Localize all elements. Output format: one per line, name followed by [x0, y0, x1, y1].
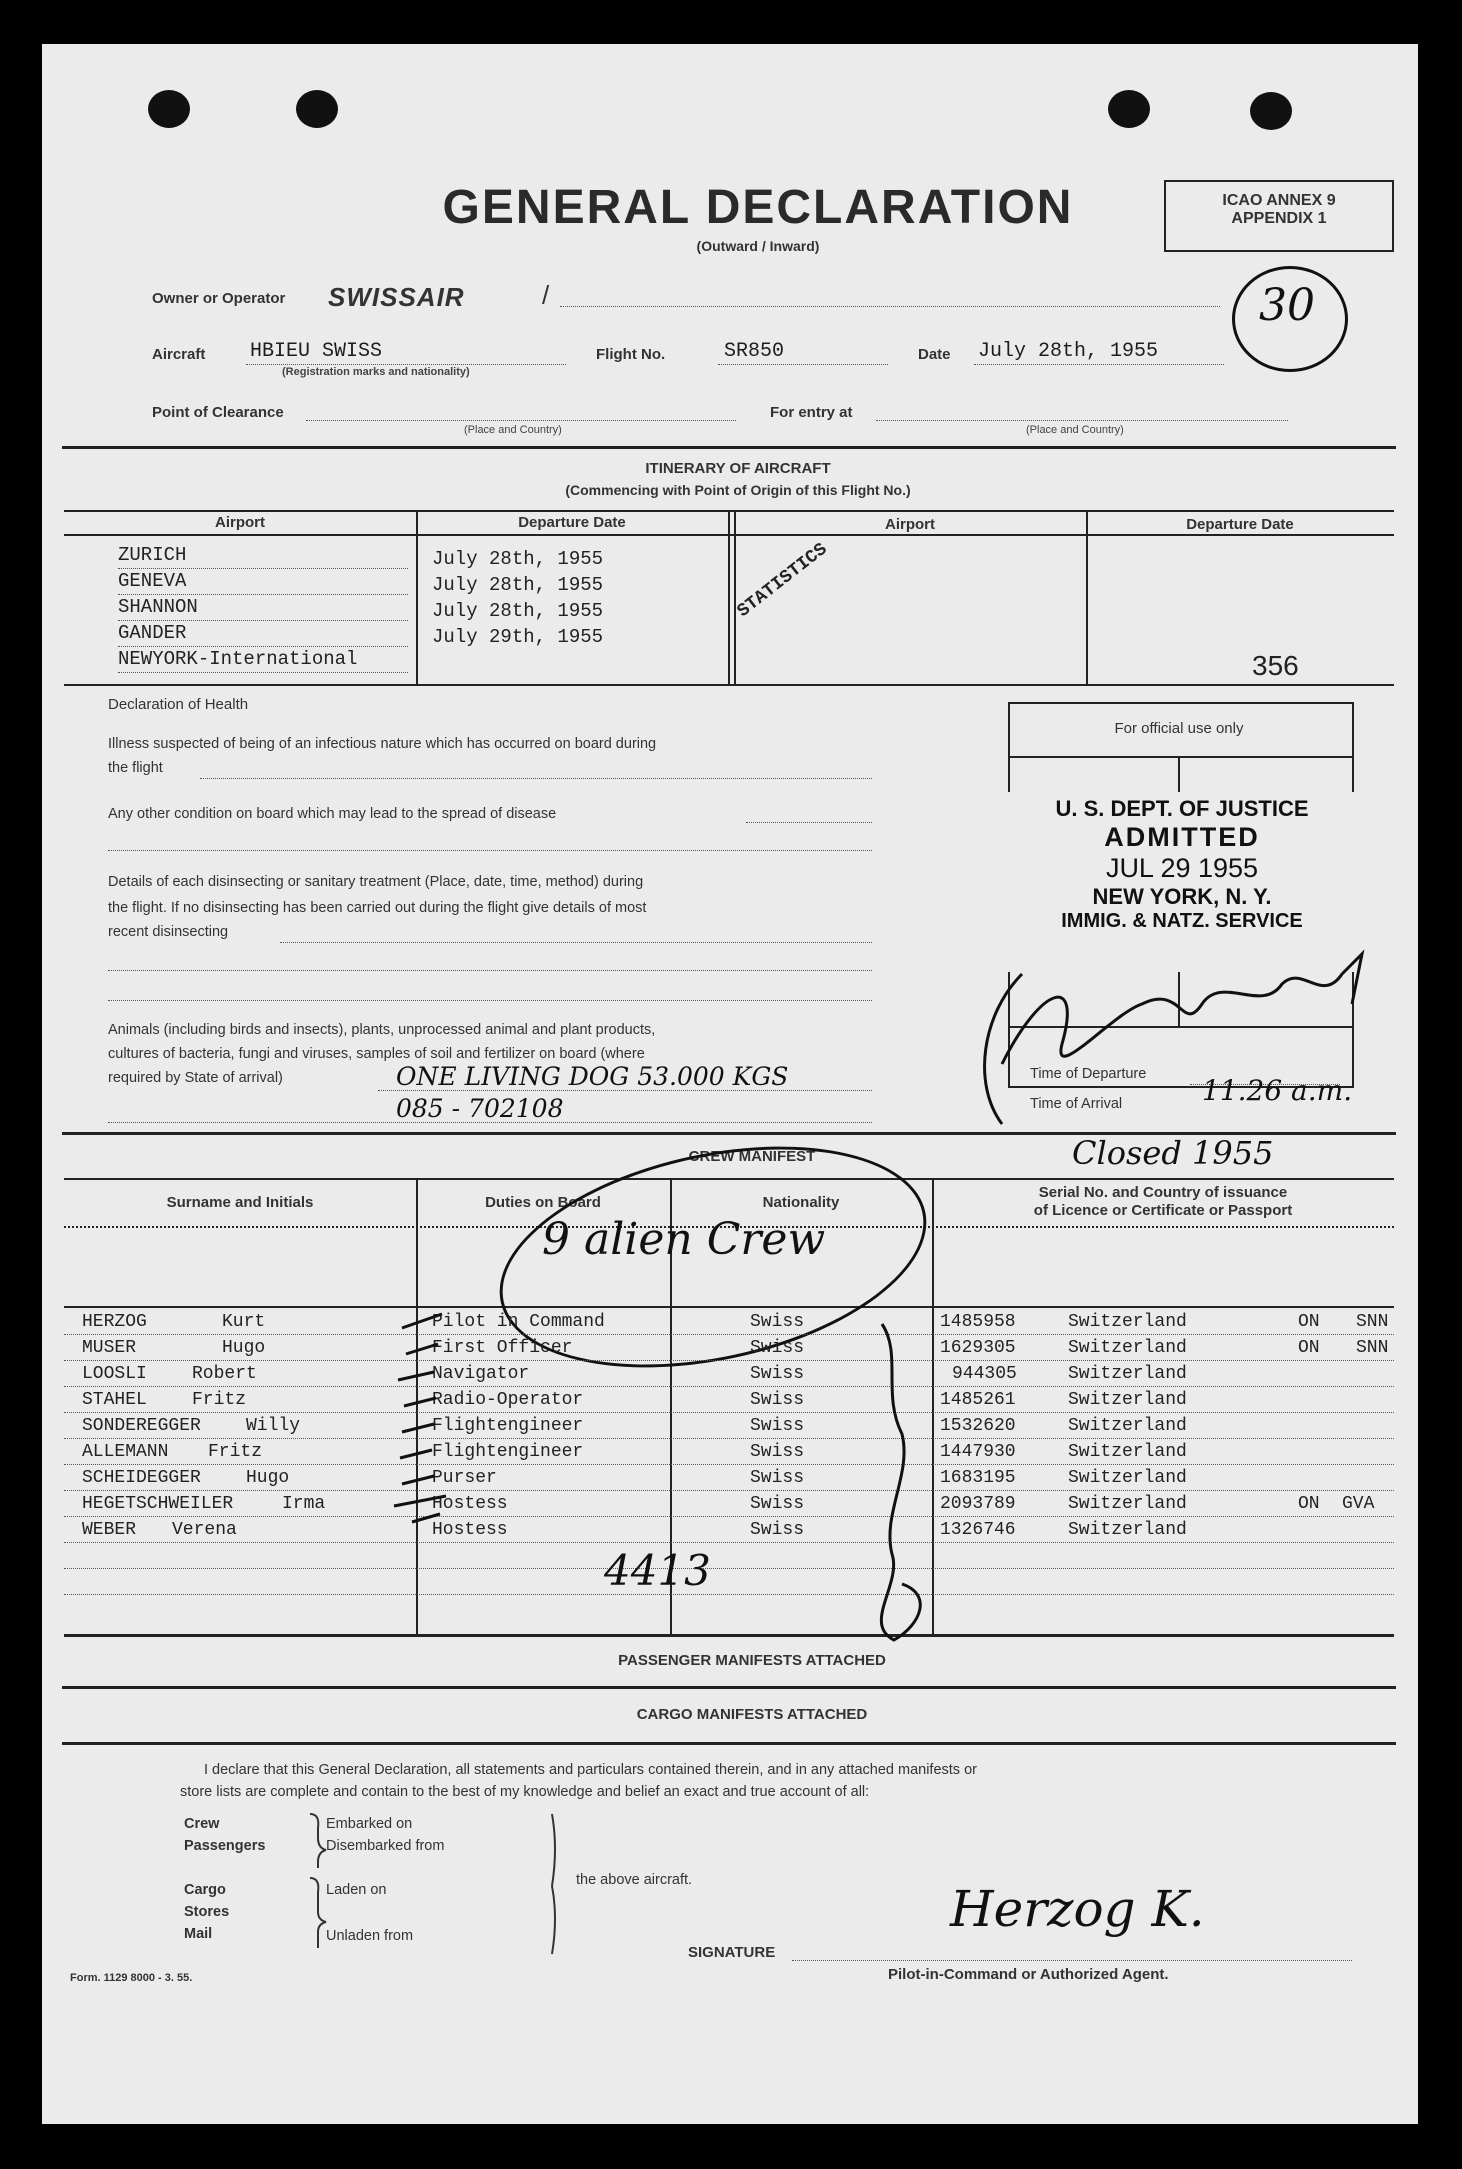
crew-nationality: Swiss	[750, 1520, 805, 1540]
crew-initials: Irma	[282, 1494, 326, 1514]
divider	[62, 446, 1396, 449]
answer-line	[108, 1000, 872, 1001]
crew-nationality: Swiss	[750, 1494, 805, 1514]
crew-duty: Navigator	[432, 1364, 530, 1384]
passengers-label: Passengers	[184, 1838, 266, 1854]
unladen-label: Unladen from	[326, 1928, 414, 1944]
crew-country: Switzerland	[1068, 1468, 1187, 1488]
crew-surname: LOOSLI	[82, 1364, 147, 1384]
crew-serial: 1532620	[940, 1416, 1016, 1436]
crew-surname: SONDEREGGER	[82, 1416, 201, 1436]
signer-label: Pilot-in-Command or Authorized Agent.	[888, 1966, 1169, 1983]
table-col-line	[1086, 510, 1088, 684]
crew-status: ON	[1298, 1494, 1320, 1514]
crew-nationality: Swiss	[750, 1442, 805, 1462]
crew-initials: Hugo	[222, 1338, 266, 1358]
above-aircraft: the above aircraft.	[576, 1872, 693, 1888]
clearance-line	[306, 420, 736, 421]
answer-line	[200, 778, 872, 779]
crew-station: SNN	[1356, 1338, 1389, 1358]
table-col-line	[734, 510, 736, 684]
arrival-time-label: Time of Arrival	[1030, 1096, 1123, 1112]
crew-country: Switzerland	[1068, 1442, 1187, 1462]
file-number: 30	[1259, 280, 1315, 331]
answer-line	[108, 970, 872, 971]
crew-surname: HEGETSCHWEILER	[82, 1494, 234, 1514]
punch-hole	[1108, 90, 1150, 128]
itinerary-date: July 28th, 1955	[432, 548, 604, 570]
flight-value: SR850	[724, 340, 785, 363]
answer-line	[280, 942, 872, 943]
crew-initials: Robert	[192, 1364, 257, 1384]
passenger-manifests: PASSENGER MANIFESTS ATTACHED	[618, 1652, 886, 1669]
crew-duty: Flightengineer	[432, 1416, 584, 1436]
form-title: GENERAL DECLARATION	[442, 181, 1074, 234]
flight-line	[718, 364, 888, 365]
crew-note: 9 alien Crew	[542, 1214, 826, 1265]
crew-serial: 2093789	[940, 1494, 1016, 1514]
crew-duty: Flightengineer	[432, 1442, 584, 1462]
crew-title: CREW MANIFEST	[688, 1148, 816, 1165]
crew-status: ON	[1298, 1312, 1320, 1332]
aircraft-value: HBIEU SWISS	[250, 340, 383, 363]
itinerary-code: 356	[1252, 650, 1299, 681]
crew-initials: Kurt	[222, 1312, 266, 1332]
crew-serial: 944305	[952, 1364, 1017, 1384]
form-sheet	[42, 44, 1418, 2124]
punch-hole	[148, 90, 190, 128]
clearance-label: Point of Clearance	[152, 404, 284, 421]
itinerary-airport: NEWYORK-International	[118, 648, 358, 670]
col-nationality: Nationality	[762, 1194, 840, 1211]
answer-line	[746, 822, 872, 823]
aircraft-label: Aircraft	[152, 346, 206, 363]
stamp-line-date: JUL 29 1955	[1105, 853, 1259, 883]
aircraft-line	[246, 364, 566, 365]
col-departure: Departure Date	[518, 514, 626, 531]
crew-surname: MUSER	[82, 1338, 137, 1358]
col-surname: Surname and Initials	[166, 1194, 314, 1211]
crew-status: ON	[1298, 1338, 1320, 1358]
itinerary-title: ITINERARY OF AIRCRAFT	[645, 460, 831, 477]
clearance-note: (Place and Country)	[464, 424, 562, 436]
divider	[62, 1686, 1396, 1689]
crew-serial: 1447930	[940, 1442, 1016, 1462]
col-departure-2: Departure Date	[1186, 516, 1294, 533]
crew-duty: Hostess	[432, 1520, 508, 1540]
row-line	[118, 646, 408, 647]
crew-country: Switzerland	[1068, 1416, 1187, 1436]
crew-country: Switzerland	[1068, 1338, 1187, 1358]
animals-value: ONE LIVING DOG 53.000 KGS	[396, 1062, 789, 1091]
crew-nationality: Swiss	[750, 1390, 805, 1410]
crew-initials: Hugo	[246, 1468, 290, 1488]
crew-nationality: Swiss	[750, 1364, 805, 1384]
date-value: July 28th, 1955	[978, 340, 1159, 363]
itinerary-airport: GANDER	[118, 622, 187, 644]
itinerary-date: July 29th, 1955	[432, 626, 604, 648]
crew-nationality: Swiss	[750, 1312, 805, 1332]
crew-serial: 1629305	[940, 1338, 1016, 1358]
health-q1-cont: the flight	[108, 760, 163, 776]
crew-country: Switzerland	[1068, 1390, 1187, 1410]
form-number: Form. 1129 8000 - 3. 55.	[70, 1972, 193, 1984]
answer-line	[108, 850, 872, 851]
signature-label: SIGNATURE	[688, 1944, 776, 1961]
answer-line	[108, 1122, 872, 1123]
col-serial-cont: of Licence or Certificate or Passport	[1033, 1202, 1293, 1219]
flight-label: Flight No.	[596, 346, 666, 363]
health-q4: Animals (including birds and insects), plants, unprocessed animal and plant products,	[108, 1022, 656, 1038]
col-duties: Duties on Board	[485, 1194, 601, 1211]
crew-serial: 1326746	[940, 1520, 1016, 1540]
stamp-line-service: IMMIG. & NATZ. SERVICE	[1061, 910, 1303, 932]
itinerary-date: July 28th, 1955	[432, 600, 604, 622]
crew-serial: 1683195	[940, 1468, 1016, 1488]
table-rule	[64, 684, 1394, 686]
crew-country: Switzerland	[1068, 1494, 1187, 1514]
itinerary-airport: ZURICH	[118, 544, 187, 566]
closed-note: Closed 1955	[1072, 1134, 1274, 1172]
table-col-line	[728, 510, 730, 684]
health-q3: Details of each disinsecting or sanitary treatment (Place, date, time, method) during	[108, 874, 644, 890]
crew-initials: Fritz	[208, 1442, 263, 1462]
embarked-label: Embarked on	[326, 1816, 413, 1832]
form-subtitle: (Outward / Inward)	[696, 238, 820, 254]
cargo-label: Cargo	[184, 1882, 226, 1898]
mail-label: Mail	[184, 1926, 213, 1942]
crew-country: Switzerland	[1068, 1520, 1187, 1540]
owner-value: SWISSAIR	[328, 282, 465, 312]
box-rule	[1008, 756, 1352, 758]
itinerary-date: July 28th, 1955	[432, 574, 604, 596]
crew-initials: Fritz	[192, 1390, 247, 1410]
date-line	[974, 364, 1224, 365]
crew-country: Switzerland	[1068, 1364, 1187, 1384]
crew-duty: Pilot in Command	[432, 1312, 605, 1332]
crew-serial: 1485958	[940, 1312, 1016, 1332]
crew-serial: 1485261	[940, 1390, 1016, 1410]
laden-label: Laden on	[326, 1882, 387, 1898]
crew-station: GVA	[1342, 1494, 1375, 1514]
crew-duty: Hostess	[432, 1494, 508, 1514]
signature-line	[792, 1960, 1352, 1961]
departure-time-label: Time of Departure	[1030, 1066, 1147, 1082]
stamp-line-agency: U. S. DEPT. OF JUSTICE	[1055, 796, 1309, 821]
arrival-time-value: 11.26 a.m.	[1202, 1074, 1353, 1107]
entry-label: For entry at	[770, 404, 853, 421]
pilot-signature: Herzog K.	[950, 1880, 1205, 1938]
crew-surname: ALLEMANN	[82, 1442, 169, 1462]
stores-label: Stores	[184, 1904, 230, 1920]
punch-hole	[1250, 92, 1292, 130]
brace-marks	[290, 1808, 570, 1958]
inspector-signature	[962, 944, 1422, 1164]
health-q4-cont2: required by State of arrival)	[108, 1070, 283, 1086]
icao-annex-box	[1164, 180, 1394, 252]
crew-surname: SCHEIDEGGER	[82, 1468, 201, 1488]
annex-line: ICAO ANNEX 9	[1222, 192, 1336, 209]
animals-value-2: 085 - 702108	[396, 1094, 564, 1123]
aircraft-note: (Registration marks and nationality)	[282, 366, 470, 378]
declaration-text-cont: store lists are complete and contain to the best of my knowledge and belief an exact and true account of all:	[180, 1784, 870, 1800]
appendix-line: APPENDIX 1	[1231, 210, 1327, 227]
entry-line	[876, 420, 1288, 421]
health-q3-cont: the flight. If no disinsecting has been carried out during the flight give details of most	[108, 900, 647, 916]
itinerary-subtitle: (Commencing with Point of Origin of this Flight No.)	[565, 482, 911, 498]
crew-duty: Radio-Operator	[432, 1390, 584, 1410]
crew-nationality: Swiss	[750, 1468, 805, 1488]
crew-station: SNN	[1356, 1312, 1389, 1332]
crew-nationality: Swiss	[750, 1338, 805, 1358]
itinerary-airport: SHANNON	[118, 596, 198, 618]
stamp-line-city: NEW YORK, N. Y.	[1092, 884, 1272, 909]
date-label: Date	[918, 346, 951, 363]
disembarked-label: Disembarked from	[326, 1838, 445, 1854]
crew-country: Switzerland	[1068, 1312, 1187, 1332]
row-line	[118, 620, 408, 621]
divider	[62, 1742, 1396, 1745]
health-title: Declaration of Health	[108, 696, 249, 713]
answer-line	[378, 1090, 872, 1091]
crew-initials: Verena	[172, 1520, 237, 1540]
official-title: For official use only	[1114, 720, 1244, 737]
health-q1: Illness suspected of being of an infectious nature which has occurred on board during	[108, 736, 657, 752]
table-col-line	[416, 510, 418, 684]
punch-hole	[296, 90, 338, 128]
crew-tally: 4413	[604, 1546, 711, 1595]
health-q2: Any other condition on board which may lead to the spread of disease	[108, 806, 557, 822]
crew-duty: Purser	[432, 1468, 497, 1488]
col-airport-2: Airport	[885, 516, 935, 533]
row-line	[118, 672, 408, 673]
statistics-stamp: STATISTICS	[733, 539, 832, 622]
crew-duty: First Officer	[432, 1338, 573, 1358]
entry-note: (Place and Country)	[1026, 424, 1124, 436]
crew-nationality: Swiss	[750, 1416, 805, 1436]
declaration-text: I declare that this General Declaration, all statements and particulars contained therein, and in any attached manifests or	[204, 1762, 977, 1778]
crew-label: Crew	[184, 1816, 220, 1832]
crew-surname: HERZOG	[82, 1312, 147, 1332]
check-marks	[342, 1294, 962, 1674]
row-line	[118, 568, 408, 569]
itinerary-airport: GENEVA	[118, 570, 187, 592]
crew-surname: WEBER	[82, 1520, 137, 1540]
owner-line	[560, 306, 1220, 307]
row-line	[118, 594, 408, 595]
col-serial: Serial No. and Country of issuance	[1038, 1184, 1288, 1201]
health-q3-cont2: recent disinsecting	[108, 924, 229, 940]
col-airport: Airport	[215, 514, 265, 531]
cargo-manifests: CARGO MANIFESTS ATTACHED	[636, 1706, 868, 1723]
crew-surname: STAHEL	[82, 1390, 147, 1410]
stamp-line-admitted: ADMITTED	[1104, 822, 1260, 852]
divider	[62, 1132, 1396, 1135]
health-q4-cont: cultures of bacteria, fungi and viruses, samples of soil and fertilizer on board (where	[108, 1046, 645, 1062]
crew-initials: Willy	[246, 1416, 301, 1436]
owner-label: Owner or Operator	[152, 290, 286, 307]
owner-slash: /	[542, 280, 550, 310]
